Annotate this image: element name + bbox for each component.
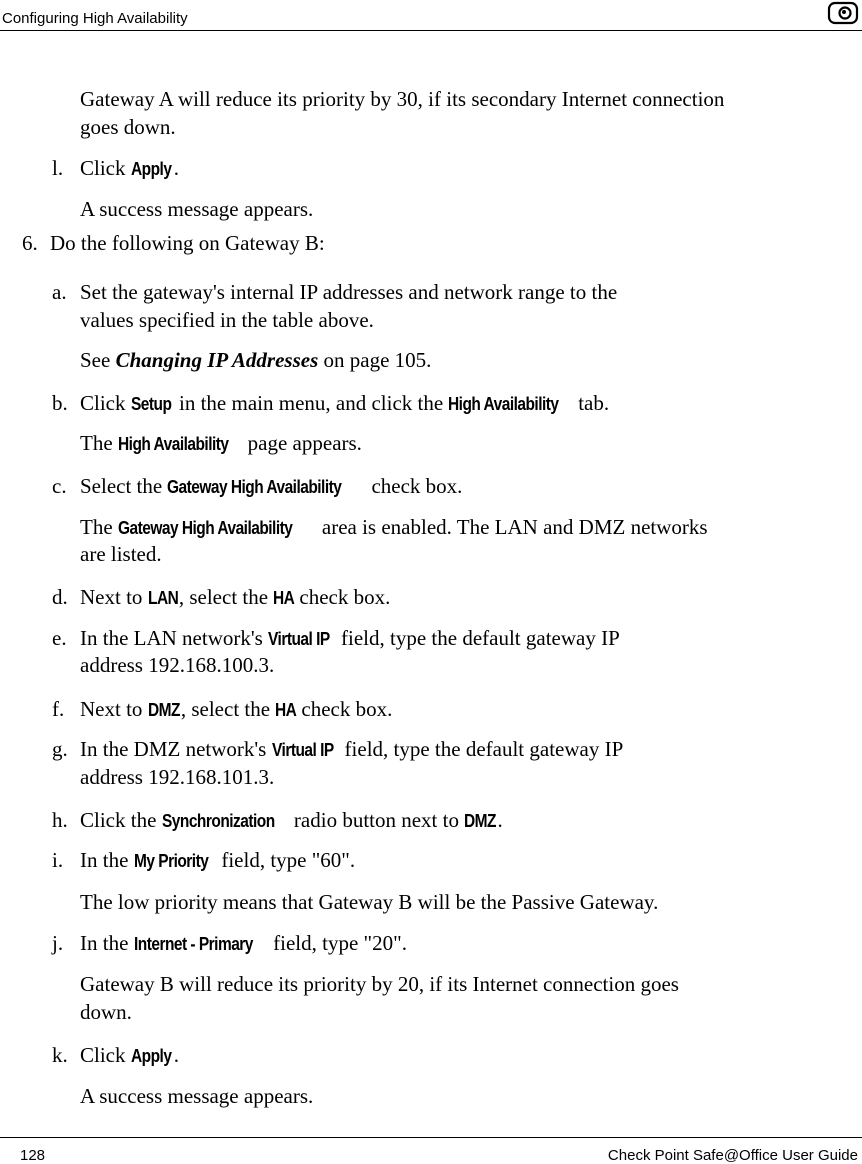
step-d-marker: d.: [52, 585, 68, 609]
ha-checkbox-ref: HA: [273, 588, 295, 608]
step-h-marker: h.: [52, 808, 68, 832]
step-j-marker: j.: [52, 931, 64, 955]
step-a-line-2: values specified in the table above.: [80, 308, 374, 332]
intro-line-1: Gateway A will reduce its priority by 30, if its secondary Internet connection: [80, 87, 725, 111]
cross-reference-link[interactable]: Changing IP Addresses: [115, 348, 319, 372]
setup-menu-ref: Setup: [130, 394, 172, 414]
step-6: Do the following on Gateway B:: [50, 231, 325, 255]
page-number: 128: [20, 1147, 46, 1164]
step-g-line-1: In the DMZ network's Virtual IP field, type the default gateway IP: [80, 735, 623, 764]
step-j: In the Internet - Primary field, type "20".: [80, 929, 407, 958]
step-a-see: See Changing IP Addresses on page 105.: [80, 348, 432, 372]
my-priority-field-ref: My Priority: [133, 851, 208, 871]
step-l-result: A success message appears.: [80, 197, 314, 221]
step-k-result: A success message appears.: [80, 1084, 314, 1108]
step-i-result: The low priority means that Gateway B will be the Passive Gateway.: [80, 890, 659, 914]
gateway-ha-checkbox-ref: Gateway High Availability: [167, 477, 342, 497]
step-l-marker: l.: [52, 156, 64, 180]
step-k: Click Apply .: [80, 1041, 179, 1070]
step-c-result-line-2: are listed.: [80, 542, 162, 566]
header-title: Configuring High Availability: [2, 10, 188, 27]
step-l: Click Apply .: [80, 154, 179, 183]
ha-checkbox-ref: HA: [275, 700, 297, 720]
virtual-ip-field-ref: Virtual IP: [268, 629, 330, 649]
step-i-marker: i.: [52, 848, 64, 872]
apply-button-ref: Apply: [130, 1046, 172, 1066]
step-c-marker: c.: [52, 474, 67, 498]
intro-line-2: goes down.: [80, 115, 176, 139]
step-a-line-1: Set the gateway's internal IP addresses and network range to the: [80, 280, 618, 304]
lan-ref: LAN: [147, 588, 178, 608]
step-g-marker: g.: [52, 737, 68, 761]
page-footer: [0, 1137, 862, 1164]
step-j-result-line-2: down.: [80, 1000, 132, 1024]
step-f: Next to DMZ, select the HA check box.: [80, 695, 392, 724]
step-c: Select the Gateway High Availability check box.: [80, 472, 462, 501]
camera-icon: [827, 1, 859, 25]
step-k-marker: k.: [52, 1043, 68, 1067]
dmz-ref: DMZ: [464, 811, 497, 831]
high-availability-tab-ref: High Availability: [448, 394, 559, 414]
dmz-ref: DMZ: [147, 700, 180, 720]
synchronization-radio-ref: Synchronization: [161, 811, 275, 831]
virtual-ip-field-ref: Virtual IP: [271, 740, 334, 760]
internet-primary-field-ref: Internet - Primary: [133, 934, 253, 954]
step-e-line-2: address 192.168.100.3.: [80, 653, 275, 677]
step-b-marker: b.: [52, 391, 68, 415]
step-d: Next to LAN, select the HA check box.: [80, 583, 390, 612]
step-a-marker: a.: [52, 280, 67, 304]
step-c-result-line-1: The Gateway High Availability area is enabled. The LAN and DMZ networks: [80, 513, 708, 542]
step-j-result-line-1: Gateway B will reduce its priority by 20, if its Internet connection goes: [80, 972, 679, 996]
step-h: Click the Synchronization radio button next to DMZ.: [80, 806, 503, 835]
step-b-result: The High Availability page appears.: [80, 429, 362, 458]
step-g-line-2: address 192.168.101.3.: [80, 765, 275, 789]
guide-title: Check Point Safe@Office User Guide: [607, 1147, 858, 1164]
step-b: Click Setup in the main menu, and click the High Availability tab.: [80, 389, 609, 418]
gateway-ha-area-ref: Gateway High Availability: [117, 518, 293, 538]
apply-button-ref: Apply: [130, 159, 172, 179]
step-f-marker: f.: [52, 697, 65, 721]
step-i: In the My Priority field, type "60".: [80, 846, 355, 875]
page-header: [0, 0, 862, 31]
step-e-line-1: In the LAN network's Virtual IP field, type the default gateway IP: [80, 624, 620, 653]
step-6-marker: 6.: [22, 231, 38, 255]
high-availability-page-ref: High Availability: [117, 434, 229, 454]
step-e-marker: e.: [52, 626, 67, 650]
